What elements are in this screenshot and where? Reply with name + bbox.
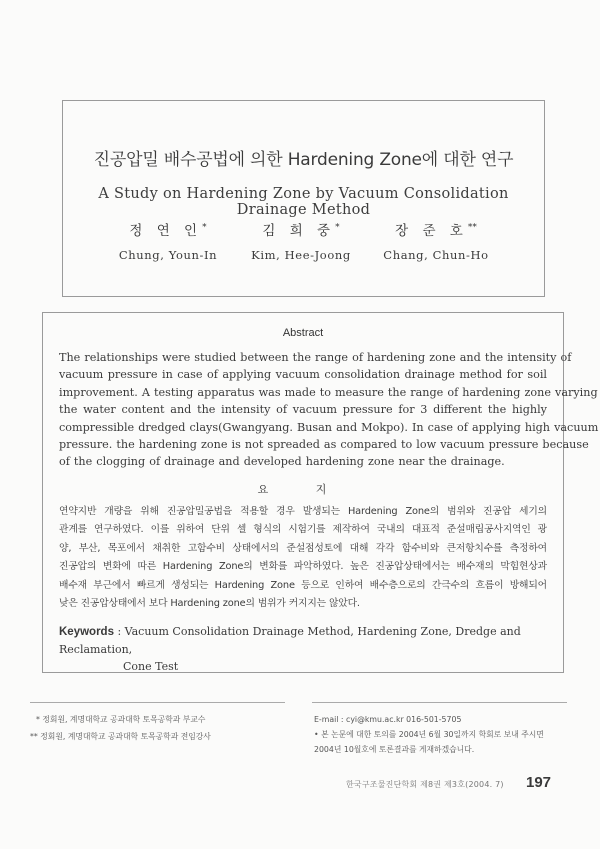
- yoji-heading: 요 지: [257, 483, 349, 496]
- keywords-separator: :: [113, 625, 125, 638]
- yoji-line: 진공압의 변화에 따른 Hardening Zone의 변화를 파악하였다. 높은 진공압상태에서는 배수재의 막힘현상과: [59, 561, 547, 573]
- paper-title-english: A Study on Hardening Zone by Vacuum Consolidation Drainage Method: [98, 186, 509, 218]
- yoji-line: 양, 부산, 목포에서 채취한 고함수비 상태에서의 준설점성토에 대해 각각 함수비와 큰저항치수를 측정하여: [59, 542, 547, 554]
- author-name-korean: 김 희 중: [262, 223, 336, 239]
- author-name-english: Chung, Youn-In: [118, 248, 218, 262]
- abstract-line: the water content and the intensity of vacuum pressure for 3 different the highly: [59, 403, 547, 417]
- footnote-1: * 정회원, 계명대학교 공과대학 토목공학과 부교수: [36, 715, 206, 724]
- yoji-line: 낮은 진공압상태에서 보다 Hardening zone의 범위가 커지지는 않았다.: [59, 598, 360, 610]
- abstract-line: vacuum pressure in case of applying vacuum consolidation drainage method for soil: [59, 368, 547, 382]
- author-name-korean: 장 준 호: [395, 223, 468, 239]
- keywords-label: Keywords: [59, 626, 114, 638]
- paper-title-korean: 진공압밀 배수공법에 의한 Hardening Zone에 대한 연구: [93, 150, 514, 170]
- author-name-english: Chang, Chun-Ho: [383, 248, 489, 262]
- abstract-english: [59, 349, 599, 471]
- author-mark: **: [467, 222, 477, 233]
- keywords-line-1: Vacuum Consolidation Drainage Method, Hardening Zone, Dredge and Reclamation,: [59, 625, 521, 656]
- author-1: [93, 219, 243, 262]
- abstract-korean: [59, 503, 547, 613]
- contact-email: E-mail : cyi@kmu.ac.kr 016-501-5705: [314, 715, 462, 724]
- page-number: 197: [526, 774, 552, 791]
- author-name-korean: 정 연 인: [129, 223, 203, 239]
- author-name-english: Kim, Hee-Joong: [251, 248, 351, 262]
- yoji-line: 연약지반 개량을 위해 진공압밀공법을 적용할 경우 발생되는 Hardening Zone의 범위와 진공압 세기의: [59, 506, 547, 517]
- title-box: [62, 100, 545, 297]
- abstract-line: improvement. A testing apparatus was made to measure the range of hardening zone varying: [59, 385, 598, 399]
- author-mark: *: [335, 222, 340, 233]
- yoji-line: 배수재 부근에서 빠르게 생성되는 Hardening Zone 등으로 인하여 배수층으로의 간극수의 흐름이 방해되어: [59, 579, 547, 591]
- yoji-line: 관계를 연구하였다. 이를 위하여 단위 셀 형식의 시험기를 제작하여 국내의 대표적 준설매립공사지역인 광: [59, 524, 547, 536]
- author-3: [361, 219, 511, 262]
- keywords-line-2: Cone Test: [123, 660, 179, 673]
- abstract-line: The relationships were studied between the range of hardening zone and the intensity of: [59, 351, 572, 364]
- abstract-line: pressure. the hardening zone is not spreaded as compared to low vacuum pressure because: [59, 438, 589, 452]
- abstract-line: compressible dredged clays(Gwangyang. Busan and Mokpo). In case of applying high vacuum: [59, 420, 599, 434]
- discussion-notice: • 본 논문에 대한 토의를 2004년 6월 30일까지 학회로 보내 주시면 2004년 10월호에 토론결과를 게재하겠습니다.: [314, 730, 544, 754]
- abstract-heading: Abstract: [282, 327, 324, 339]
- running-footer: 한국구조물진단학회 제8권 제3호(2004. 7): [346, 780, 504, 789]
- footnote-divider-right: [312, 702, 567, 703]
- abstract-box: [42, 312, 599, 673]
- footnote-divider-left: [30, 702, 285, 703]
- author-2: [226, 219, 376, 262]
- author-mark: *: [202, 222, 207, 233]
- keywords: [59, 623, 551, 675]
- abstract-line: of the clogging of drainage and developed hardening zone near the drainage.: [59, 455, 505, 469]
- footnote-2: ** 정회원, 계명대학교 공과대학 토목공학과 전임강사: [30, 732, 211, 741]
